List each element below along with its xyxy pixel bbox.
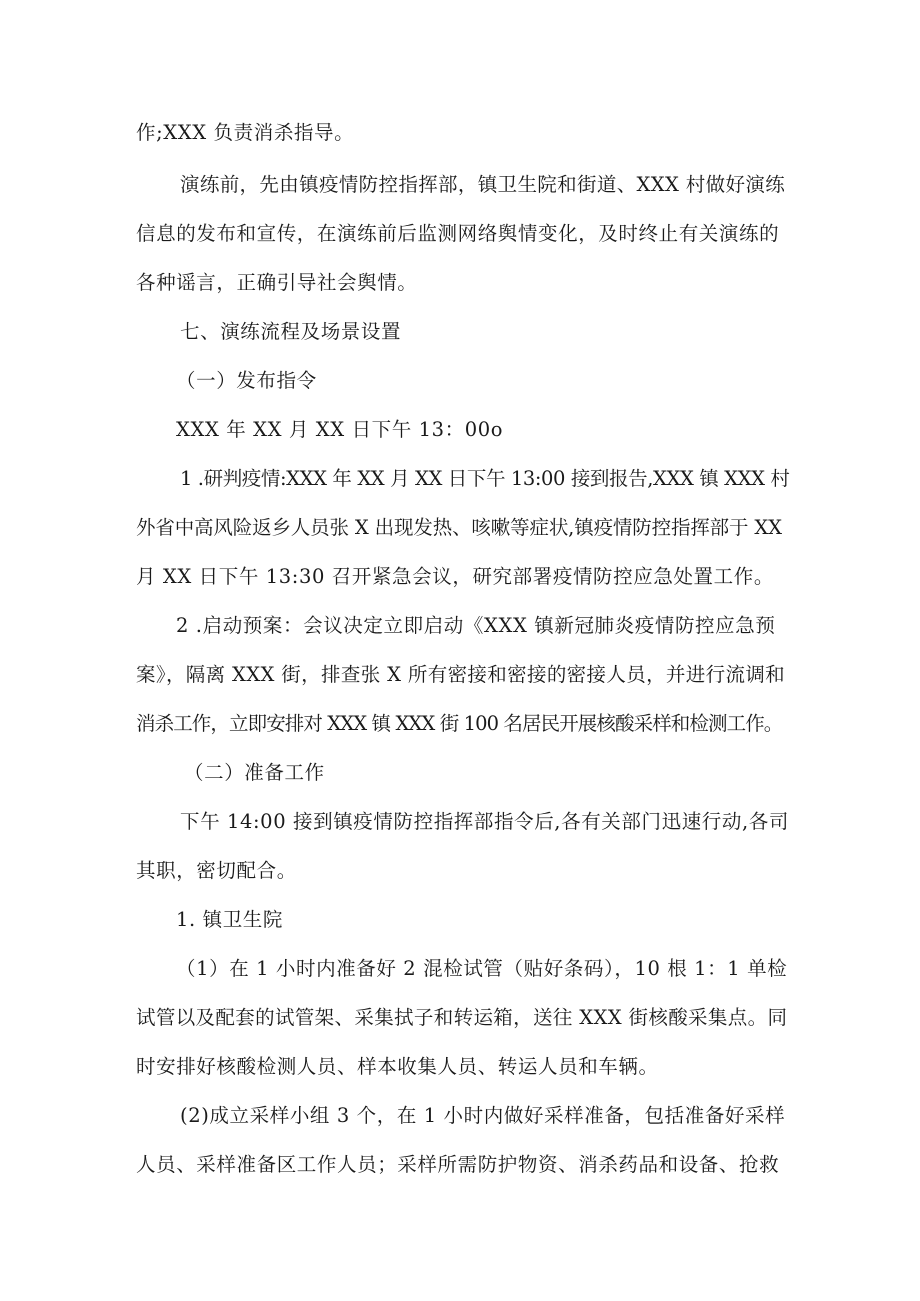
text-line: 2 .启动预案：会议决定立即启动《XXX 镇新冠肺炎疫情防控应急预 [176, 614, 776, 637]
text-line: 信息的发布和宣传，在演练前后监测网络舆情变化，及时终止有关演练的 [136, 222, 780, 245]
text-line: 1 .研判疫情:XXX 年 XX 月 XX 日下午 13:00 接到报告,XXX 镇 XXX 村 [180, 467, 790, 490]
text-line: 消杀工作，立即安排对 XXX 镇 XXX 街 100 名居民开展核酸采样和检测工作。 [136, 712, 783, 735]
text-line: 演练前，先由镇疫情防控指挥部，镇卫生院和街道、XXX 村做好演练 [180, 173, 786, 196]
text-line: 试管以及配套的试管架、采集拭子和转运箱，送往 XXX 街核酸采集点。同 [136, 1006, 788, 1029]
text-line: 各种谣言，正确引导社会舆情。 [136, 271, 418, 294]
text-line: XXX 年 XX 月 XX 日下午 13：00o [176, 418, 504, 441]
subsection-heading: （二）准备工作 [184, 761, 325, 784]
item-heading: 1. 镇卫生院 [176, 908, 284, 931]
text-line: (2)成立采样小组 3 个，在 1 小时内做好采样准备，包括准备好采样 [180, 1104, 786, 1127]
section-heading: 七、演练流程及场景设置 [180, 320, 402, 343]
text-line: 人员、采样准备区工作人员；采样所需防护物资、消杀药品和设备、抢救 [136, 1153, 780, 1176]
text-line: 其职，密切配合。 [136, 859, 297, 882]
text-line: （1）在 1 小时内准备好 2 混检试管（贴好条码），10 根 1：1 单检 [176, 957, 788, 980]
text-line: 外省中高风险返乡人员张 X 出现发热、咳嗽等症状,镇疫情防控指挥部于 XX [136, 516, 782, 539]
text-line: 作;XXX 负责消杀指导。 [136, 121, 355, 144]
text-line: 下午 14:00 接到镇疫情防控指挥部指令后,各有关部门迅速行动,各司 [180, 810, 789, 833]
text-line: 月 XX 日下午 13:30 召开紧急会议，研究部署疫情防控应急处置工作。 [136, 565, 774, 588]
text-line: 案》，隔离 XXX 街，排查张 X 所有密接和密接的密接人员，并进行流调和 [136, 663, 786, 686]
text-line: 时安排好核酸检测人员、样本收集人员、转运人员和车辆。 [136, 1055, 659, 1078]
subsection-heading: （一）发布指令 [176, 369, 317, 392]
